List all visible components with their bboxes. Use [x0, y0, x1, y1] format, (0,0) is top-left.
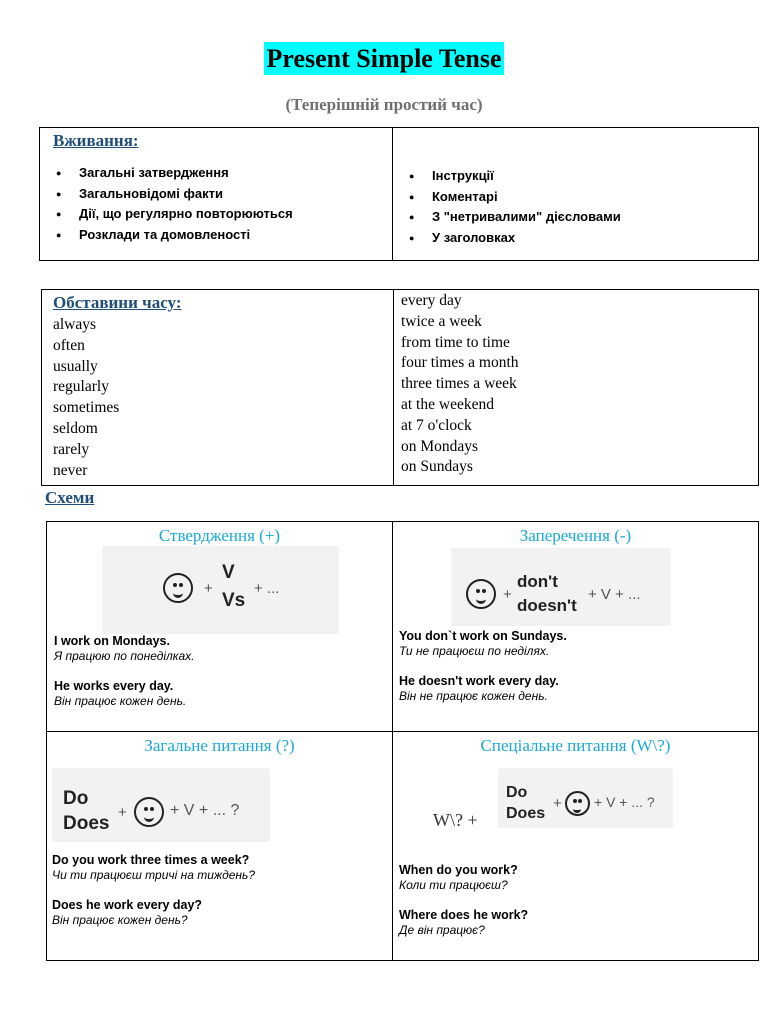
usage-left-cell — [40, 128, 393, 261]
usage-table — [39, 127, 759, 261]
list-item: ● З "нетривалими" дієсловами — [393, 207, 758, 228]
list-item: on Sundays — [401, 458, 473, 476]
affirmative-formula: + V Vs + ... — [102, 546, 339, 634]
time-right-cell — [394, 290, 759, 486]
list-item: rarely — [53, 440, 90, 458]
list-item: at 7 o'clock — [401, 416, 472, 434]
subject-face-icon — [134, 797, 164, 827]
list-item: every day — [401, 292, 462, 309]
general-question-formula: Do Does + + V + ... ? — [52, 768, 270, 842]
list-item: regularly — [53, 378, 109, 396]
wh-prefix: W\? + — [433, 810, 478, 830]
time-left-list — [53, 315, 393, 481]
list-item: seldom — [53, 419, 98, 437]
list-item: ● У заголовках — [393, 228, 758, 249]
general-question-title: Загальне питання (?) — [144, 736, 295, 755]
special-question-formula: Do Does + + V + ... ? — [498, 768, 673, 828]
list-item: sometimes — [53, 399, 120, 417]
time-right-list — [401, 291, 758, 478]
subject-face-icon — [565, 791, 590, 816]
affirmative-cell — [47, 522, 393, 732]
general-question-examples: Do you work three times a week? Чи ти працюєш тричі на тиждень? Does he work every day? Він працює кожен день? — [52, 853, 256, 927]
list-item: ● Дії, що регулярно повторюються — [40, 204, 392, 225]
list-item: from time to time — [401, 333, 510, 351]
list-item: often — [53, 336, 85, 354]
time-left-cell — [42, 290, 394, 486]
usage-left-list — [40, 163, 392, 245]
negative-title: Заперечення (-) — [519, 526, 632, 545]
negative-cell — [393, 522, 759, 732]
list-item: four times a month — [401, 354, 519, 372]
time-expressions-table — [41, 289, 759, 486]
schemes-heading: Схеми — [45, 488, 95, 507]
list-item: usually — [53, 357, 98, 375]
time-heading: Обставини часу: — [53, 293, 182, 312]
list-item: ● Загальні затвердження — [40, 163, 392, 184]
special-question-cell — [393, 732, 759, 961]
list-item: on Mondays — [401, 437, 479, 455]
subject-face-icon — [163, 573, 193, 603]
special-question-examples: When do you work? Коли ти працюєш? Where does he work? Де він працює? — [399, 863, 529, 937]
list-item: ● Коментарі — [393, 187, 758, 208]
list-item: at the weekend — [401, 395, 494, 413]
page-subtitle: (Теперішній простий час) — [285, 95, 483, 114]
affirmative-examples: I work on Mondays. Я працюю по понеділках. He works every day. Він працює кожен день. — [54, 634, 195, 708]
verb-base: V — [222, 562, 235, 583]
negative-examples: You don`t work on Sundays. Ти не працюєш по неділях. He doesn't work every day. Він не працює кожен день. — [399, 629, 567, 703]
usage-right-cell — [393, 128, 759, 261]
general-question-cell — [47, 732, 393, 961]
page-title: Present Simple Tense — [0, 44, 768, 74]
list-item: ● Розклади та домовленості — [40, 225, 392, 246]
schemes-table — [46, 521, 759, 961]
list-item: twice a week — [401, 312, 482, 330]
affirmative-title: Ствердження (+) — [158, 526, 281, 545]
list-item: never — [53, 461, 88, 479]
list-item: ● Загальновідомі факти — [40, 184, 392, 205]
subject-face-icon — [466, 579, 496, 609]
list-item: three times a week — [401, 375, 517, 393]
usage-heading: Вживання: — [53, 131, 139, 150]
negative-formula: + don't doesn't + V + ... — [451, 548, 671, 626]
list-item: always — [53, 316, 97, 333]
usage-right-list — [393, 166, 758, 248]
special-question-title: Спеціальне питання (W\?) — [480, 736, 671, 755]
verb-s: Vs — [222, 590, 246, 611]
list-item: ● Інструкції — [393, 166, 758, 187]
